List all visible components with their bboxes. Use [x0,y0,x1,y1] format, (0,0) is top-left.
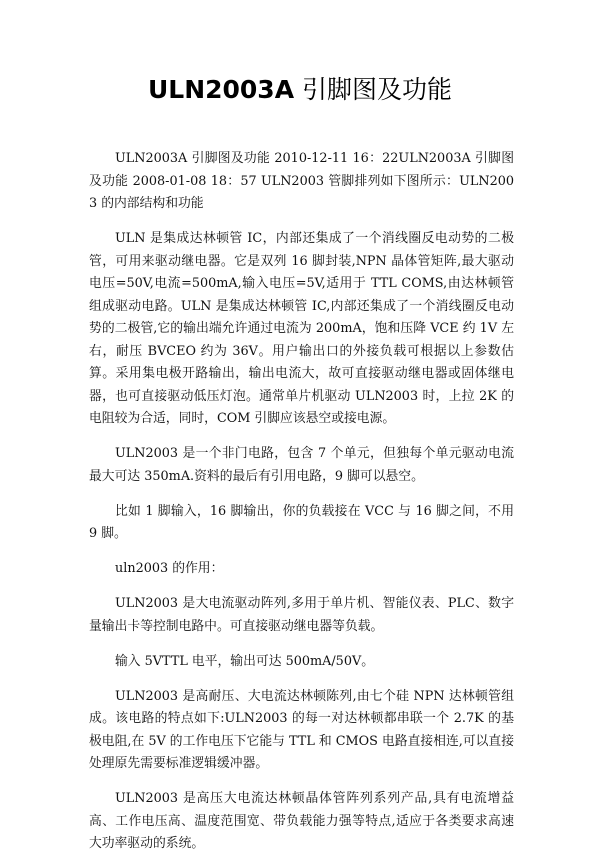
paragraph-intro: ULN2003A 引脚图及功能 2010-12-11 16：22ULN2003A 引脚图及功能 2008-01-08 18：57 ULN2003 管脚排列如下图所示：ULN2003 的内部结构和功能 [89,151,514,211]
paragraph-wiring-example: 比如 1 脚输入，16 脚输出，你的负载接在 VCC 与 16 脚之间，不用 9 脚。 [89,503,514,541]
paragraph-product-series: ULN2003 是高压大电流达林顿晶体管阵列系列产品,具有电流增益高、工作电压高、温度范围宽、带负载能力强等特点,适应于各类要求高速大功率驱动的系统。 [89,791,514,851]
document-body [89,148,514,868]
paragraph-not-gate: ULN2003 是一个非门电路，包含 7 个单元，但独每个单元驱动电流最大可达 350mA.资料的最后有引用电路，9 脚可以悬空。 [89,446,514,484]
paragraph-driver-array: ULN2003 是大电流驱动阵列,多用于单片机、智能仪表、PLC、数字量输出卡等控制电路中。可直接驱动继电器等负载。 [89,596,514,634]
title-description: 引脚图及功能 [294,75,453,104]
paragraph-uln-description: ULN 是集成达林顿管 IC，内部还集成了一个消线圈反电动势的二极管，可用来驱动继电器。它是双列 16 脚封装,NPN 晶体管矩阵,最大驱动电压=50V,电流=500mA,输入电压=5V,适用于 TTL COMS,由达林顿管组成驱动电路。ULN 是集成达林顿管 IC,内部还集成了一个消线圈反电动势的二极管,它的输出端允许通过电流为 200mA，饱和压降 VCE 约 1V 左右，耐压 BVCEO 约为 36V。用户输出口的外接负载可根据以上参数估算。采用集电极开路输出，输出电流大，故可直接驱动继电器或固体继电器，也可直接驱动低压灯泡。通常单片机驱动 ULN2003 时，上拉 2K 的电阻较为合适，同时，COM 引脚应该悬空或接电源。 [89,231,514,426]
paragraph-input-output: 输入 5VTTL 电平，输出可达 500mA/50V。 [115,653,374,669]
page-title [0,74,600,107]
paragraph-features: ULN2003 是高耐压、大电流达林顿陈列,由七个硅 NPN 达林顿管组成。该电路的特点如下:ULN2003 的每一对达林顿都串联一个 2.7K 的基极电阻,在 5V 的工作电压下它能与 TTL 和 CMOS 电路直接相连,可以直接处理原先需要标准逻辑缓冲器。 [89,688,515,771]
title-part-number: ULN2003A [147,75,295,104]
paragraph-function-heading: uln2003 的作用： [115,561,224,576]
